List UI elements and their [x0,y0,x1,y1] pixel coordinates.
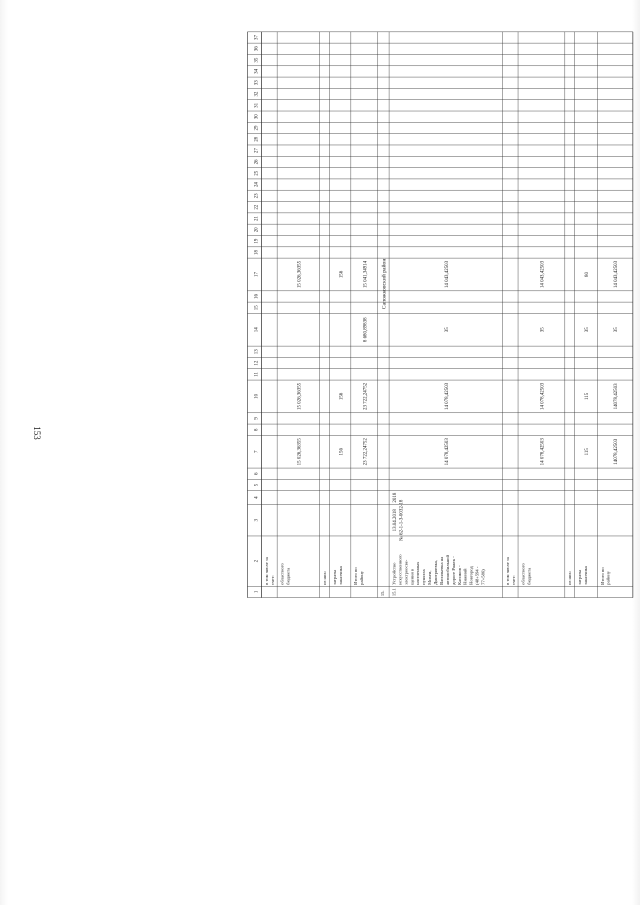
row-label: счет: [269,575,275,585]
value-cell: 14 043,42503 [614,260,620,289]
row-label: электроосве- [403,559,409,585]
column-number: 29 [254,125,260,131]
value-cell: 115 [585,392,591,401]
row-label: Устройство [391,562,397,585]
value-cell: 15 026,36355 [297,260,303,289]
value-cell: 156 [339,270,345,279]
column-number: 8 [254,428,260,431]
value-cell: 14078,42503 [614,438,620,465]
column-number: 32 [254,91,260,97]
row-label: щения в [409,568,415,585]
row-label: затраты [577,569,583,585]
column-number: 35 [254,57,260,63]
column-number: 1 [254,590,260,594]
value-cell: 115 [585,448,591,456]
row-label: Касимов - [456,565,462,585]
row-label: из них: [322,570,328,585]
column-number: 9 [254,417,260,420]
column-number: 36 [254,46,260,52]
row-number: 15.1 [391,588,397,597]
column-number: 5 [254,483,260,487]
value-cell: 14 043,42503 [444,260,450,289]
row-label: искусственного [397,554,403,585]
row-label: Итого по [353,567,359,585]
row-label: из них: [567,570,573,585]
value-cell: 35 [614,327,620,333]
column-number: 11 [254,372,260,377]
value-cell: 15 041,34914 [363,260,369,289]
column-number: 26 [254,159,260,165]
column-number: 2 [254,559,260,563]
value-cell: 23 722,24752 [363,382,369,410]
column-number: 10 [254,393,260,399]
column-number: 34 [254,68,260,74]
row-label: Васильевка на [438,556,444,585]
row-label: Дмитриевка, [433,560,439,585]
value-cell: 15 026,36355 [297,382,303,410]
row-label: бюджета [526,567,532,585]
value-cell: 35 [540,327,546,333]
row-label: областного [279,563,285,585]
column-number: 16 [254,293,260,299]
row-label: счет: [510,575,516,585]
column-number: 25 [254,170,260,176]
column-number: 15 [254,305,260,311]
column-number: 20 [254,227,260,233]
value-cell: 14078,42503 [614,383,620,410]
value-cell: 8 680,89838 [363,317,369,343]
value-cell: 156 [339,392,345,401]
value-cell: 23 722,24752 [363,438,369,466]
column-number: 17 [254,271,260,277]
value-cell: 14 078,42503 [540,382,546,410]
column-number: 4 [254,496,260,499]
column-number: 6 [254,472,260,475]
value-cell: 156 [339,448,345,456]
row-label: Михеи, [427,570,433,585]
row-label: затраты [331,569,337,585]
column-number: 24 [254,182,260,188]
row-label: (48+594 - [474,566,480,585]
row-label: заказчика [337,566,343,585]
row-label: 77+586) [480,569,486,585]
row-label: району [605,571,611,585]
column-number: 33 [254,80,260,86]
value-cell: 14 078,42503 [444,438,450,466]
row-label: Итого по [599,567,605,585]
row-number: 15. [380,590,386,597]
column-number: 31 [254,102,260,108]
row-label: населенных [415,561,421,585]
row-label: в том числе за [504,557,510,585]
year: 2018 [393,492,399,503]
value-cell: 14 078,42503 [540,438,546,466]
column-number: 7 [254,450,260,453]
column-number: 27 [254,148,260,154]
row-label: дороге Ряжск - [450,556,456,585]
row-label: пунктах [421,569,427,585]
row-label: району [359,571,365,585]
value-cell: 35 [444,327,450,333]
column-number: 37 [254,35,260,40]
column-number: 30 [254,114,260,120]
table-cells [254,34,619,596]
row-label: областного [520,563,526,585]
row-label: Нижний [462,568,468,585]
row-label: автомобильной [444,555,450,585]
value-cell: 14 078,42503 [444,382,450,410]
table-rotated-group [247,32,632,598]
row-label: заказчика [583,566,589,585]
value-cell: 14 043,42503 [540,260,546,289]
column-number: 28 [254,136,260,142]
value-cell: 15 026,36355 [297,438,303,466]
value-cell: 35 [585,327,591,333]
column-number: 12 [254,360,260,366]
column-number: 3 [254,519,260,522]
row-label: бюджета [285,567,291,585]
page-number: 153 [32,426,42,440]
column-number: 21 [254,216,260,221]
column-number: 18 [254,249,260,255]
table-gridlines [247,32,632,598]
expertise-conclusion: № 62-1-1-3-0032-18 [399,499,405,541]
column-number: 19 [254,238,260,244]
expertise-conclusion: 13.04.2018 [393,509,399,532]
row-label: в том числе за [263,557,269,585]
section-title: Сапожковский район [381,258,388,310]
column-number: 14 [254,327,260,333]
column-number: 22 [254,204,260,210]
value-cell: 80 [585,271,591,277]
row-label: Новгород [468,566,474,585]
column-number: 23 [254,193,260,199]
column-number: 13 [254,349,260,355]
